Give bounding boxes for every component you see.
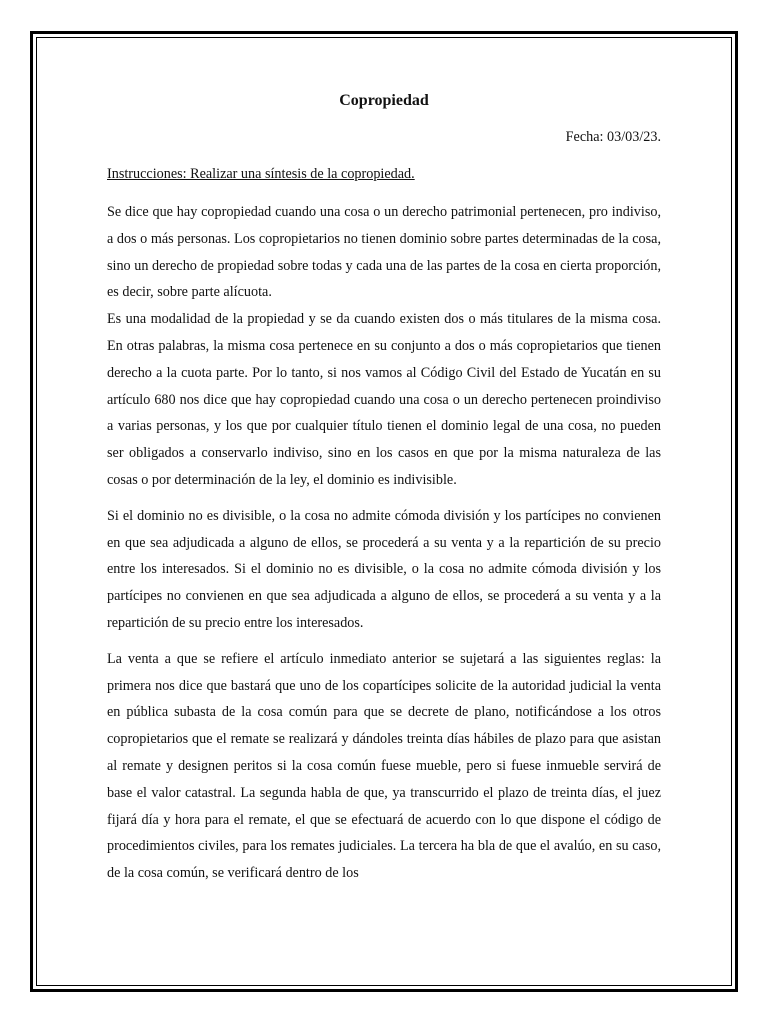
document-title: Copropiedad bbox=[339, 92, 429, 109]
paragraph-definition: Se dice que hay copropiedad cuando una cosa o un derecho patrimonial pertenecen, pro indiviso, a dos o más personas. Los copropietarios no tienen dominio sobre partes determinadas de la cosa, sino un derecho de propiedad sobre todas y cada una de las partes de la cosa en cierta proporción, es decir, sobre parte alícuota. bbox=[107, 204, 661, 301]
paragraph-sale-rules: La venta a que se refiere el artículo inmediato anterior se sujetará a las siguientes reglas: la primera nos dice que bastará que uno de los copartícipes solicite de la autoridad judicial la venta en pública subasta de la cosa común para que se decrete de plano, notificándose a los otros copropietarios que el remate se realizará y dándoles treinta días hábiles de plazo para que asistan al remate y designen peritos si la cosa común fuese mueble, pero si fuese inmueble servirá de base el valor catastral. La segunda habla de que, ya transcurrido el plazo de treinta días, el juez fijará día y hora para el remate, el que se efectuará de acuerdo con lo que dispone el código de procedimientos civiles, para los remates judiciales. La tercera ha bla de que el avalúo, en su caso, de la cosa común, se verificará dentro de los bbox=[107, 650, 661, 882]
document-content bbox=[107, 88, 661, 887]
instructions-line: Instrucciones: Realizar una síntesis de la copropiedad. bbox=[107, 166, 415, 182]
paragraph-indivisible: Si el dominio no es divisible, o la cosa no admite cómoda división y los partícipes no convienen en que sea adjudicada a alguno de ellos, se procederá a su venta y a la repartición de su precio entre los interesados. Si el dominio no es divisible, o la cosa no admite cómoda división y los partícipes no convienen en que sea adjudicada a alguno de ellos, se procederá a su venta y a la repartición de su precio entre los interesados. bbox=[107, 507, 661, 631]
document-date: Fecha: 03/03/23. bbox=[565, 129, 661, 145]
paragraph-modality: Es una modalidad de la propiedad y se da cuando existen dos o más titulares de la misma cosa. En otras palabras, la misma cosa pertenece en su conjunto a dos o más copropietarios que tienen derecho a la cuota parte. Por lo tanto, si nos vamos al Código Civil del Estado de Yucatán en su artículo 680 nos dice que hay copropiedad cuando una cosa o un derecho pertenecen proindiviso a varias personas, y los que por cualquier título tienen el dominio legal de una cosa, no pueden ser obligados a conservarlo indiviso, sino en los casos en que por la misma naturaleza de las cosas o por determinación de la ley, el dominio es indivisible. bbox=[107, 311, 661, 488]
